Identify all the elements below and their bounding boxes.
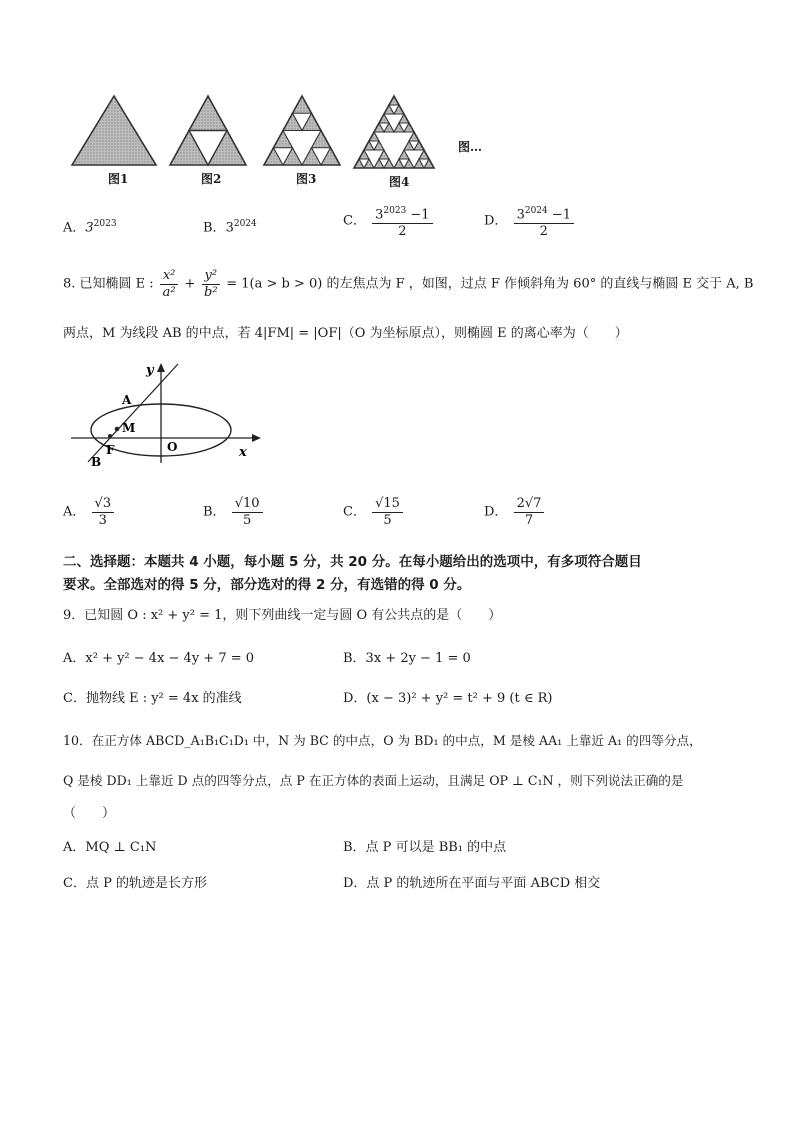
q8-line-1: 8. 已知椭圆 E : $\frac{\text{x²}}{\text{a²}}$ + $\frac{\text{y²}}{\text{b²}}$ = 1(a > b > 0) 的左焦点为 F ，如图，过点 F 作倾斜角为 60° 的直线与椭圆 E 交于 A, B (63, 268, 754, 300)
q9-option-d: D．(x − 3)² + y² = t² + 9 (t ∈ R) (343, 691, 553, 706)
ellipse-diagram (66, 358, 266, 468)
q8-option-c: C． $\frac{√15}{5}$ (343, 496, 405, 529)
label-F: F (106, 443, 115, 457)
q10-line-2: Q 是棱 DD₁ 上靠近 D 点的四等分点，点 P 在正方体的表面上运动，且满足 OP ⊥ C₁N ，则下列说法正确的是 (63, 773, 684, 788)
label-x: x (239, 445, 247, 460)
figure-caption-3: 图3 (296, 172, 317, 186)
q9-option-b: B．3x + 2y − 1 = 0 (343, 651, 471, 666)
sierpinski-figures (66, 92, 506, 172)
q10-line-1: 10．在正方体 ABCD_A₁B₁C₁D₁ 中，N 为 BC 的中点，O 为 BD₁ 的中点，M 是棱 AA₁ 上靠近 A₁ 的四等分点， (63, 733, 702, 748)
q8-option-a: A． $\frac{√3}{3}$ (63, 496, 116, 529)
sierpinski-figure-1 (72, 96, 156, 165)
sierpinski-figure-2 (170, 96, 246, 165)
q10-line-3: （ ） (63, 806, 116, 821)
q7-option-d: D． $\frac{3^{2024} -1}{2}$ (484, 203, 576, 240)
label-A: A (122, 393, 132, 407)
q9-option-a: A．x² + y² − 4x − 4y + 7 = 0 (63, 651, 255, 666)
q8-line-2: 两点，M 为线段 AB 的中点，若 4|FM| = |OF|（O 为坐标原点），则椭圆 E 的离心率为（ ） (63, 326, 628, 341)
section-2-heading-line-1: 二、选择题：本题共 4 小题，每小题 5 分，共 20 分。在每小题给出的选项中，有多项符合题目 (63, 554, 642, 570)
label-y: y (146, 363, 154, 378)
figure-caption-more: 图… (458, 140, 483, 154)
sierpinski-figure-4 (354, 96, 434, 168)
q10-option-d: D．点 P 的轨迹所在平面与平面 ABCD 相交 (343, 876, 601, 891)
label-M: M (122, 421, 136, 435)
q7-option-c: C． $\frac{3^{2023} -1}{2}$ (343, 203, 435, 240)
q8-option-b: B． $\frac{√10}{5}$ (203, 496, 265, 529)
sierpinski-figure-3 (264, 96, 340, 165)
q10-option-c: C．点 P 的轨迹是长方形 (63, 876, 207, 891)
figure-caption-4: 图4 (389, 175, 410, 189)
q7-option-b: B．$3^{2024}$ (203, 219, 257, 236)
section-2-heading-line-2: 要求。全部选对的得 5 分，部分选对的得 2 分，有选错的得 0 分。 (63, 577, 471, 593)
figure-caption-2: 图2 (201, 172, 222, 186)
label-B: B (91, 455, 102, 468)
q9-option-c: C．抛物线 E : y² = 4x 的准线 (63, 691, 242, 706)
q10-option-a: A．MQ ⊥ C₁N (63, 840, 157, 855)
q10-option-b: B．点 P 可以是 BB₁ 的中点 (343, 840, 507, 855)
label-O: O (167, 440, 178, 454)
q8-option-d: D． $\frac{2√7}{7}$ (484, 496, 546, 529)
q7-option-a: A．$3^{2023}$ (63, 219, 117, 236)
figure-caption-1: 图1 (108, 172, 129, 186)
q9-stem: 9．已知圆 O : x² + y² = 1，则下列曲线一定与圆 O 有公共点的是（ ） (63, 608, 502, 623)
